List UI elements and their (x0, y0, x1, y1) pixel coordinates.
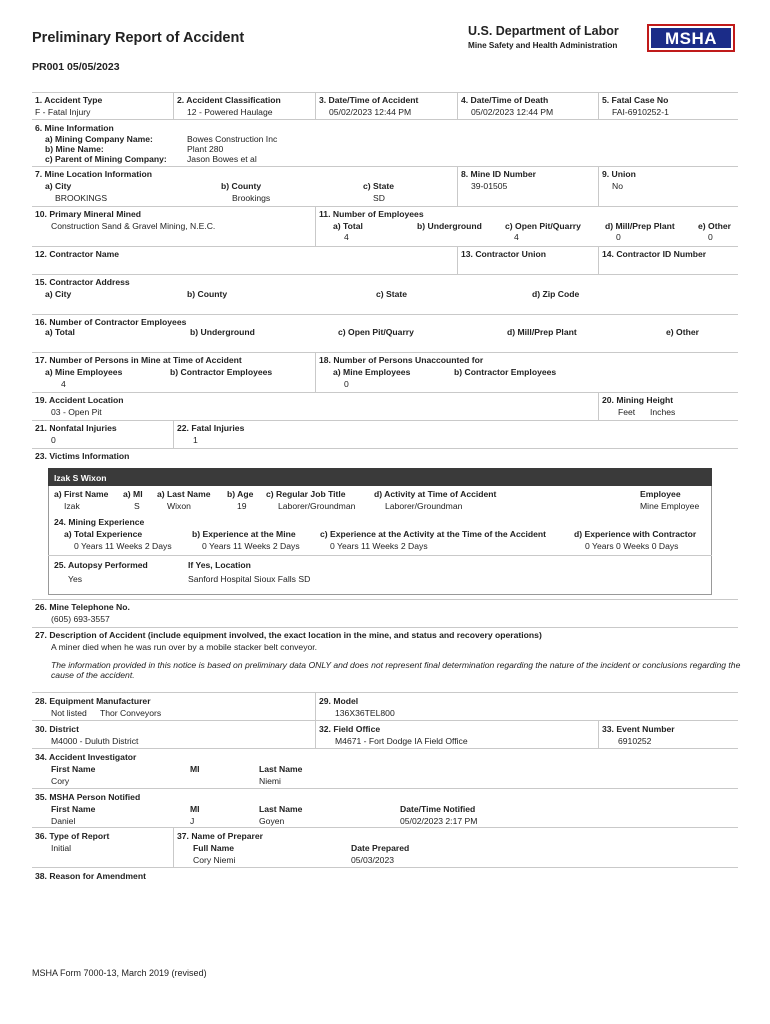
contractor-employees-label: 16. Number of Contractor Employees (35, 317, 187, 327)
accident-datetime-value: 05/02/2023 12:44 PM (329, 107, 412, 117)
nonfatal-injuries-value: 0 (51, 435, 56, 445)
death-datetime-value: 05/02/2023 12:44 PM (471, 107, 554, 117)
person-notified-label: 35. MSHA Person Notified (35, 792, 141, 802)
fatal-injuries-label: 22. Fatal Injuries (177, 423, 245, 433)
field-office-label: 32. Field Office (319, 724, 381, 734)
victims-info-label: 23. Victims Information (35, 451, 130, 461)
agency-name: U.S. Department of Labor (468, 24, 619, 38)
victim-age-label: b) Age (227, 489, 254, 499)
msha-logo (647, 24, 735, 52)
unaccounted-contractor-label: b) Contractor Employees (454, 367, 557, 377)
fatal-injuries-value: 1 (193, 435, 198, 445)
notified-first-value: Daniel (51, 816, 76, 826)
autopsy-label: 25. Autopsy Performed (54, 560, 148, 570)
equipment-manufacturer-value-2: Thor Conveyors (100, 708, 162, 718)
persons-mine-employees-value: 4 (61, 379, 66, 389)
victim-age-value: 19 (237, 501, 247, 511)
disclaimer-line-2: cause of the accident. (51, 670, 135, 680)
notified-mi-label: MI (190, 804, 200, 814)
state-value: SD (373, 193, 385, 203)
employees-total-label: a) Total (333, 221, 363, 231)
city-label: a) City (45, 181, 72, 191)
mine-name-label: b) Mine Name: (45, 144, 104, 154)
district-label: 30. District (35, 724, 79, 734)
disclaimer-line-1: The information provided in this notice is based on preliminary data ONLY and does not represent final determination regarding the nature of the incident or conclusions regarding the (51, 660, 741, 670)
primary-mineral-value: Construction Sand & Gravel Mining, N.E.C. (51, 221, 216, 231)
mine-experience-value: 0 Years 11 Weeks 2 Days (202, 541, 300, 551)
notified-last-label: Last Name (259, 804, 303, 814)
victim-first-value: Izak (64, 501, 80, 511)
event-number-label: 33. Event Number (602, 724, 675, 734)
investigator-label: 34. Accident Investigator (35, 752, 137, 762)
victim-first-label: a) First Name (54, 489, 109, 499)
contractor-union-label: 13. Contractor Union (461, 249, 546, 259)
contractor-mill-label: d) Mill/Prep Plant (507, 327, 577, 337)
employees-openpit-value: 4 (514, 232, 519, 242)
accident-type-label: 1. Accident Type (35, 95, 103, 105)
contractor-experience-value: 0 Years 0 Weeks 0 Days (585, 541, 679, 551)
employees-mill-value: 0 (616, 232, 621, 242)
accident-classification-label: 2. Accident Classification (177, 95, 281, 105)
victim-activity-value: Laborer/Groundman (385, 501, 463, 511)
accident-location-value: 03 - Open Pit (51, 407, 102, 417)
victim-job-value: Laborer/Groundman (278, 501, 356, 511)
accident-type-value: F - Fatal Injury (35, 107, 91, 117)
parent-company-value: Jason Bowes et al (187, 154, 257, 164)
unaccounted-mine-value: 0 (344, 379, 349, 389)
unaccounted-mine-label: a) Mine Employees (333, 367, 411, 377)
autopsy-location-label: If Yes, Location (188, 560, 251, 570)
victim-job-label: c) Regular Job Title (266, 489, 346, 499)
employees-other-label: e) Other (698, 221, 731, 231)
employees-mill-label: d) Mill/Prep Plant (605, 221, 675, 231)
preparer-name-label: Full Name (193, 843, 235, 853)
unaccounted-label: 18. Number of Persons Unaccounted for (319, 355, 484, 365)
notified-first-label: First Name (51, 804, 96, 814)
amendment-reason-label: 38. Reason for Amendment (35, 871, 146, 881)
report-type-label: 36. Type of Report (35, 831, 110, 841)
employees-underground-label: b) Underground (417, 221, 482, 231)
victim-activity-label: d) Activity at Time of Accident (374, 489, 497, 499)
mine-telephone-label: 26. Mine Telephone No. (35, 602, 130, 612)
model-label: 29. Model (319, 696, 359, 706)
mine-id-label: 8. Mine ID Number (461, 169, 536, 179)
death-datetime-label: 4. Date/Time of Death (461, 95, 549, 105)
contractor-county-label: b) County (187, 289, 228, 299)
employees-openpit-label: c) Open Pit/Quarry (505, 221, 581, 231)
description-label: 27. Description of Accident (include equipment involved, the exact location in the mine, and status and recovery operations) (35, 630, 542, 640)
investigator-last-label: Last Name (259, 764, 303, 774)
mining-height-label: 20. Mining Height (602, 395, 674, 405)
total-experience-label: a) Total Experience (64, 529, 143, 539)
employees-other-value: 0 (708, 232, 713, 242)
page-title: Preliminary Report of Accident (32, 30, 245, 46)
persons-mine-employees-label: a) Mine Employees (45, 367, 123, 377)
employees-label: 11. Number of Employees (319, 209, 424, 219)
nonfatal-injuries-label: 21. Nonfatal Injuries (35, 423, 117, 433)
contractor-other-label: e) Other (666, 327, 699, 337)
description-value: A miner died when he was run over by a mobile stacker belt conveyor. (51, 642, 318, 652)
contractor-state-label: c) State (376, 289, 408, 299)
msha-logo-text: MSHA (651, 28, 731, 48)
mining-height-feet: Feet (618, 407, 636, 417)
district-value: M4000 - Duluth District (51, 736, 139, 746)
mine-name-value: Plant 280 (187, 144, 224, 154)
union-label: 9. Union (602, 169, 636, 179)
state-label: c) State (363, 181, 395, 191)
mining-height-inches: Inches (650, 407, 676, 417)
total-experience-value: 0 Years 11 Weeks 2 Days (74, 541, 172, 551)
county-label: b) County (221, 181, 262, 191)
notified-last-value: Goyen (259, 816, 285, 826)
union-value: No (612, 181, 623, 191)
preparer-name-value: Cory Niemi (193, 855, 236, 865)
victim-mi-value: S (134, 501, 140, 511)
mining-experience-label: 24. Mining Experience (54, 517, 145, 527)
contractor-total-label: a) Total (45, 327, 75, 337)
accident-location-label: 19. Accident Location (35, 395, 124, 405)
fatal-case-value: FAI-6910252-1 (612, 107, 669, 117)
field-office-value: M4671 - Fort Dodge IA Field Office (335, 736, 468, 746)
contractor-openpit-label: c) Open Pit/Quarry (338, 327, 414, 337)
victim-employee-label: Employee (640, 489, 681, 499)
event-number-value: 6910252 (618, 736, 652, 746)
report-type-value: Initial (51, 843, 72, 853)
contractor-name-label: 12. Contractor Name (35, 249, 120, 259)
mine-experience-label: b) Experience at the Mine (192, 529, 296, 539)
victim-header-bar (48, 468, 712, 486)
mine-id-value: 39-01505 (471, 181, 508, 191)
persons-contractor-label: b) Contractor Employees (170, 367, 273, 377)
mine-info-label: 6. Mine Information (35, 123, 114, 133)
autopsy-location-value: Sanford Hospital Sioux Falls SD (188, 574, 311, 584)
mine-telephone-value: (605) 693-3557 (51, 614, 110, 624)
contractor-experience-label: d) Experience with Contractor (574, 529, 697, 539)
report-id: PR001 05/05/2023 (32, 61, 120, 73)
investigator-mi-label: MI (190, 764, 200, 774)
mine-location-label: 7. Mine Location Information (35, 169, 152, 179)
primary-mineral-label: 10. Primary Mineral Mined (35, 209, 142, 219)
equipment-manufacturer-label: 28. Equipment Manufacturer (35, 696, 151, 706)
activity-experience-value: 0 Years 11 Weeks 2 Days (330, 541, 428, 551)
investigator-last-value: Niemi (259, 776, 281, 786)
activity-experience-label: c) Experience at the Activity at the Time of the Accident (320, 529, 547, 539)
contractor-zip-label: d) Zip Code (532, 289, 580, 299)
notified-datetime-value: 05/02/2023 2:17 PM (400, 816, 478, 826)
victim-employee-value: Mine Employee (640, 501, 700, 511)
employees-total-value: 4 (344, 232, 349, 242)
divider (32, 92, 738, 93)
victim-last-value: Wixon (167, 501, 191, 511)
autopsy-value: Yes (68, 574, 83, 584)
accident-classification-value: 12 - Powered Haulage (187, 107, 273, 117)
contractor-underground-label: b) Underground (190, 327, 255, 337)
victim-last-label: a) Last Name (157, 489, 211, 499)
notified-datetime-label: Date/Time Notified (400, 804, 476, 814)
city-value: BROOKINGS (55, 193, 108, 203)
fatal-case-label: 5. Fatal Case No (602, 95, 669, 105)
victim-name: Izak S Wixon (54, 473, 107, 483)
victim-mi-label: a) MI (123, 489, 143, 499)
equipment-manufacturer-value-1: Not listed (51, 708, 87, 718)
mining-company-value: Bowes Construction Inc (187, 134, 278, 144)
model-value: 136X36TEL800 (335, 708, 395, 718)
preparer-label: 37. Name of Preparer (177, 831, 263, 841)
contractor-id-label: 14. Contractor ID Number (602, 249, 707, 259)
sub-agency-name: Mine Safety and Health Administration (468, 41, 618, 50)
date-prepared-label: Date Prepared (351, 843, 410, 853)
county-value: Brookings (232, 193, 271, 203)
notified-mi-value: J (190, 816, 195, 826)
investigator-first-value: Cory (51, 776, 70, 786)
contractor-city-label: a) City (45, 289, 72, 299)
date-prepared-value: 05/03/2023 (351, 855, 395, 865)
mining-company-label: a) Mining Company Name: (45, 134, 153, 144)
accident-datetime-label: 3. Date/Time of Accident (319, 95, 419, 105)
investigator-first-label: First Name (51, 764, 96, 774)
persons-in-mine-label: 17. Number of Persons in Mine at Time of Accident (35, 355, 242, 365)
form-footer: MSHA Form 7000-13, March 2019 (revised) (32, 968, 207, 978)
contractor-address-label: 15. Contractor Address (35, 277, 130, 287)
parent-company-label: c) Parent of Mining Company: (45, 154, 167, 164)
